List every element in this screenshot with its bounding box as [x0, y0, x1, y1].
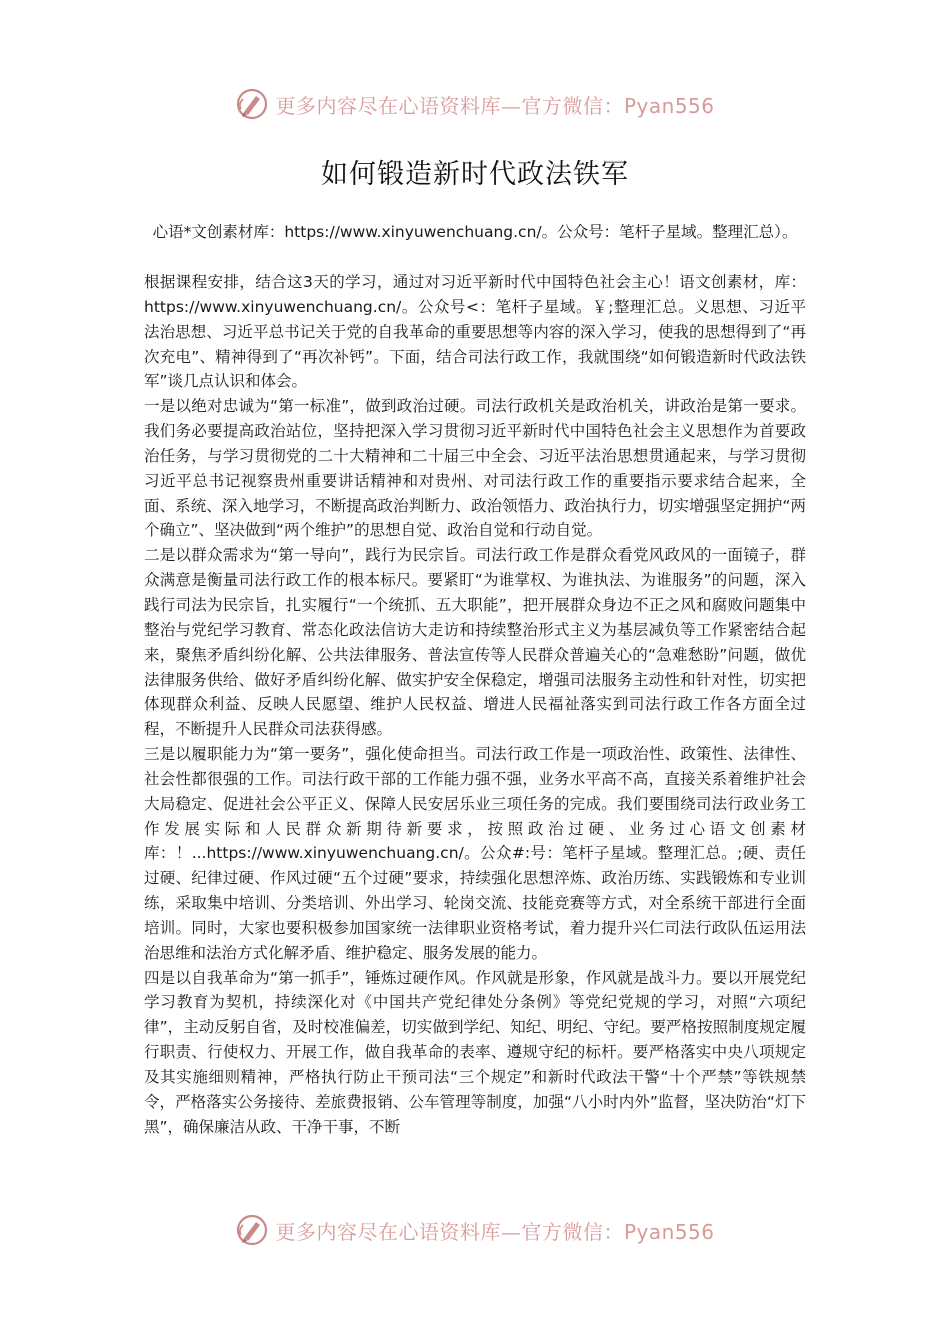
article-body — [144, 270, 806, 1140]
pen-logo-icon — [235, 1213, 269, 1247]
pen-logo-icon — [235, 87, 269, 121]
wechat-handle: Pyan556 — [623, 93, 715, 118]
banner-text — [275, 1216, 714, 1245]
paragraph-point-4: 四是以自我革命为“第一抓手”，锤炼过硬作风。作风就是形象，作风就是战斗力。要以开展党纪学习教育为契机，持续深化对《中国共产党纪律处分条例》等党纪党规的学习，对照“六项纪律”，主动反躬自省，及时校准偏差，切实做到学纪、知纪、明纪、守纪。要严格按照制度规定履行职责、行使权力、开展工作，做自我革命的表率、遵规守纪的标杆。要严格落实中央八项规定及其实施细则精神，严格执行防止干预司法“三个规定”和新时代政法干警“十个严禁”等铁规禁令，严格落实公务接待、差旅费报销、公车管理等制度，加强“八小时内外”监督，坚决防治“灯下黑”，确保廉洁从政、干净干事，不断 — [144, 968, 806, 1136]
wechat-handle: Pyan556 — [623, 1219, 715, 1244]
page-title: 如何锻造新时代政法铁军 — [321, 159, 629, 190]
banner-slogan: 更多内容尽在心语资料库—官方微信： — [275, 1219, 624, 1244]
header-banner — [0, 82, 950, 126]
paragraph-point-1: 一是以绝对忠诚为“第一标准”，做到政治过硬。司法行政机关是政治机关，讲政治是第一要求。我们务必要提高政治站位，坚持把深入学习贯彻习近平新时代中国特色社会主义思想作为首要政治任务，与学习贯彻党的二十大精神和二十届三中全会、习近平法治思想贯通起来，与学习贯彻习近平总书记视察贵州重要讲话精神和对贵州、对司法行政工作的重要指示要求结合起来，全面、系统、深入地学习，不断提高政治判断力、政治领悟力、政治执行力，切实增强坚定拥护“两个确立”、坚决做到“两个维护”的思想自觉、政治自觉和行动自觉。 — [144, 397, 806, 540]
source-note: 心语*文创素材库：https://www.xinyuwenchuang.cn/。公众号：笔杆子星域。整理汇总）。 — [152, 223, 798, 241]
banner-text — [275, 90, 714, 119]
paragraph-opening: 根据课程安排，结合这3天的学习，通过对习近平新时代中国特色社会主心！语文创素材，库：https://www.xinyuwenchuang.cn/。公众号<：笔杆子星域。￥;整理汇总。义思想、习近平法治思想、习近平总书记关于党的自我革命的重要思想等内容的深入学习，使我的思想得到了“再次充电”、精神得到了“再次补钙”。下面，结合司法行政工作，我就围绕“如何锻造新时代政法铁军”谈几点认识和体会。 — [144, 273, 806, 391]
footer-banner — [0, 1208, 950, 1252]
paragraph-point-3: 三是以履职能力为“第一要务”，强化使命担当。司法行政工作是一项政治性、政策性、法律性、社会性都很强的工作。司法行政干部的工作能力强不强，业务水平高不高，直接关系着维护社会大局稳定、促进社会公平正义、保障人民安居乐业三项任务的完成。我们要围绕司法行政业务工作发展实际和人民群众新期待新要求，按照政治过硬、业务过心语文创素材库：！...https://www.xinyuwenchuang.cn/。公众#:号：笔杆子星域。整理汇总。;硬、责任过硬、纪律过硬、作风过硬“五个过硬”要求，持续强化思想淬炼、政治历练、实践锻炼和专业训练，采取集中培训、分类培训、外出学习、轮岗交流、技能竞赛等方式，对全系统干部进行全面培训。同时，大家也要积极参加国家统一法律职业资格考试，着力提升兴仁司法行政队伍运用法治思维和法治方式化解矛盾、维护稳定、服务发展的能力。 — [144, 745, 806, 962]
banner-slogan: 更多内容尽在心语资料库—官方微信： — [275, 93, 624, 118]
paragraph-point-2: 二是以群众需求为“第一导向”，践行为民宗旨。司法行政工作是群众看党风政风的一面镜子，群众满意是衡量司法行政工作的根本标尺。要紧盯“为谁掌权、为谁执法、为谁服务”的问题，深入践行司法为民宗旨，扎实履行“一个统抓、五大职能”，把开展群众身边不正之风和腐败问题集中整治与党纪学习教育、常态化政法信访大走访和持续整治形式主义为基层减负等工作紧密结合起来，聚焦矛盾纠纷化解、公共法律服务、普法宣传等人民群众普遍关心的“急难愁盼”问题，做优法律服务供给、做好矛盾纠纷化解、做实护安全保稳定，增强司法服务主动性和针对性，切实把体现群众利益、反映人民愿望、维护人民权益、增进人民福祉落实到司法行政工作各方面全过程，不断提升人民群众司法获得感。 — [144, 546, 806, 739]
